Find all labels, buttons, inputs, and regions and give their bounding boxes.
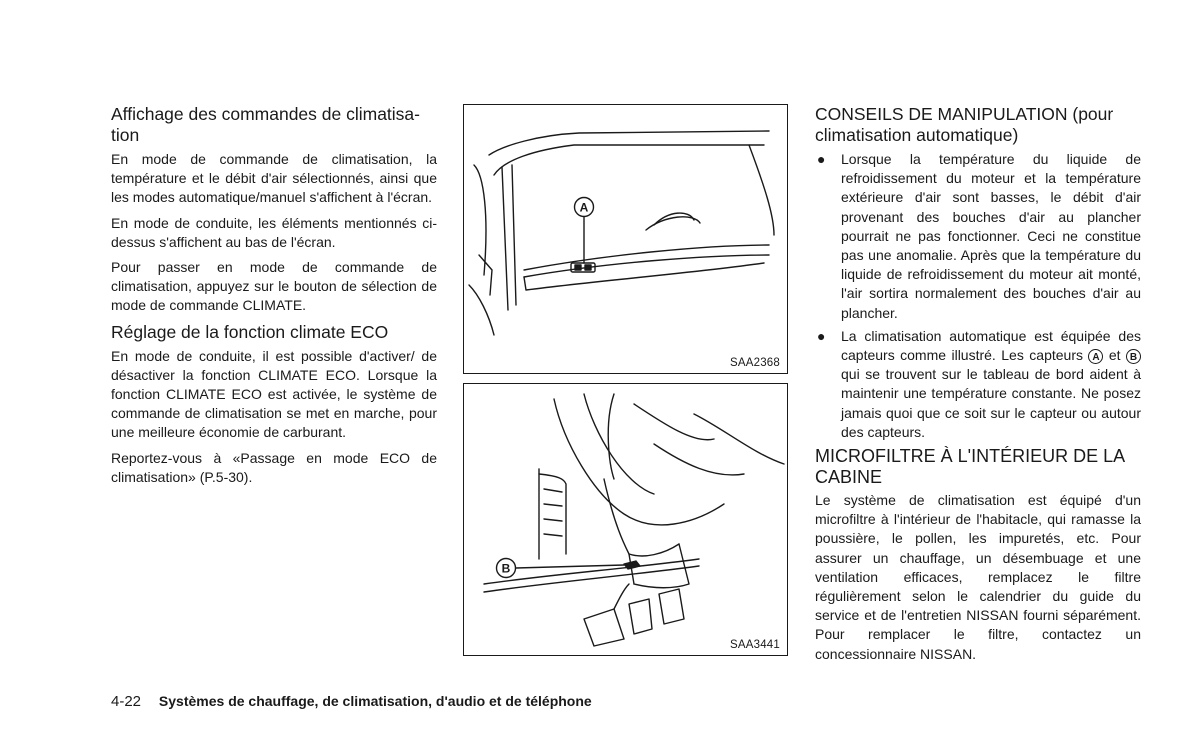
paragraph-affichage-1: En mode de commande de climatisation, la température et le débit d'air sélectionnés, ainsi que les modes automatique/manuel s'affichent à l'écran. bbox=[111, 151, 437, 206]
left-column bbox=[111, 104, 437, 493]
paragraph-reglage-eco: En mode de conduite, il est possible d'activer/ de désactiver la fonction CLIMATE ECO. Lorsque la fonction CLIMATE ECO est activée, le système de commande de climatisation se met en marche, pour une meilleure économie de carburant. bbox=[111, 347, 437, 441]
lower-dashboard-illustration bbox=[464, 384, 789, 657]
paragraph-affichage-3: Pour passer en mode de commande de climatisation, appuyez sur le bouton de sélection de mode de commande CLIMATE. bbox=[111, 259, 437, 314]
right-column bbox=[815, 104, 1141, 670]
paragraph-affichage-2: En mode de conduite, les éléments mentionnés ci-dessus s'affichent au bas de l'écran. bbox=[111, 214, 437, 250]
list-item bbox=[815, 150, 1141, 323]
windshield-illustration bbox=[464, 105, 789, 375]
paragraph-reference: Reportez-vous à «Passage en mode ECO de climatisation» (P.5-30). bbox=[111, 449, 437, 485]
bullet-list-conseils bbox=[815, 150, 1141, 442]
bullet-icon: ● bbox=[817, 151, 826, 167]
list-item bbox=[815, 327, 1141, 442]
bullet-text-2-end: qui se trouvent sur le tableau de bord aident à maintenir une température constante. Ne posez jamais quoi que ce soit sur le capteur ou autour des capteurs. bbox=[841, 366, 1141, 440]
chapter-title: Systèmes de chauffage, de climatisation, d'audio et de téléphone bbox=[158, 693, 592, 709]
sensor-a-marker: A bbox=[1088, 349, 1103, 364]
bullet-icon: ● bbox=[817, 327, 826, 344]
figure-dashboard-sensor-b bbox=[463, 383, 788, 656]
bullet-text-1: Lorsque la température du liquide de refroidissement du moteur et la température extérieure d'air sont basses, le débit d'air provenant des bouches d'air au plancher pourrait ne pas fonctionner. Ceci ne constitue pas une anomalie. Après que la température du liquide de refroidissement du moteur ait monté, l'air sortira normalement des bouches d'air au plancher. bbox=[841, 151, 1141, 321]
heading-affichage: Affichage des commandes de climatisa-tion bbox=[111, 104, 420, 145]
figure-label-b: B bbox=[501, 561, 511, 576]
figure-code-1: SAA2368 bbox=[730, 357, 780, 369]
sensor-b-marker: B bbox=[1126, 349, 1141, 364]
paragraph-microfiltre: Le système de climatisation est équipé d'un microfiltre à l'intérieur de l'habitacle, qui ramasse la poussière, le pollen, les impuretés, etc. Pour assurer un chauffage, un désembuage et une ventilation efficaces, remplacez le filtre régulièrement selon le calendrier du guide du service et de l'entretien NISSAN fourni séparément. Pour remplacer le filtre, contactez un concessionnaire NISSAN. bbox=[815, 492, 1141, 662]
bullet-text-2-start: La climatisation automatique est équipée des capteurs comme illustré. Les capteurs bbox=[841, 327, 1141, 364]
heading-conseils: CONSEILS DE MANIPULATION (pour climatisation automatique) bbox=[815, 104, 1114, 145]
heading-microfiltre: MICROFILTRE À L'INTÉRIEUR DE LA CABINE bbox=[815, 446, 1125, 488]
figure-dashboard-sensor-a bbox=[463, 104, 788, 374]
bullet-text-2-and: et bbox=[1108, 347, 1121, 364]
figure-label-a: A bbox=[579, 200, 589, 215]
page-number: 4-22 bbox=[111, 693, 142, 710]
page-footer bbox=[111, 693, 592, 710]
heading-reglage-eco: Réglage de la fonction climate ECO bbox=[111, 321, 389, 342]
figure-code-2: SAA3441 bbox=[730, 639, 780, 651]
